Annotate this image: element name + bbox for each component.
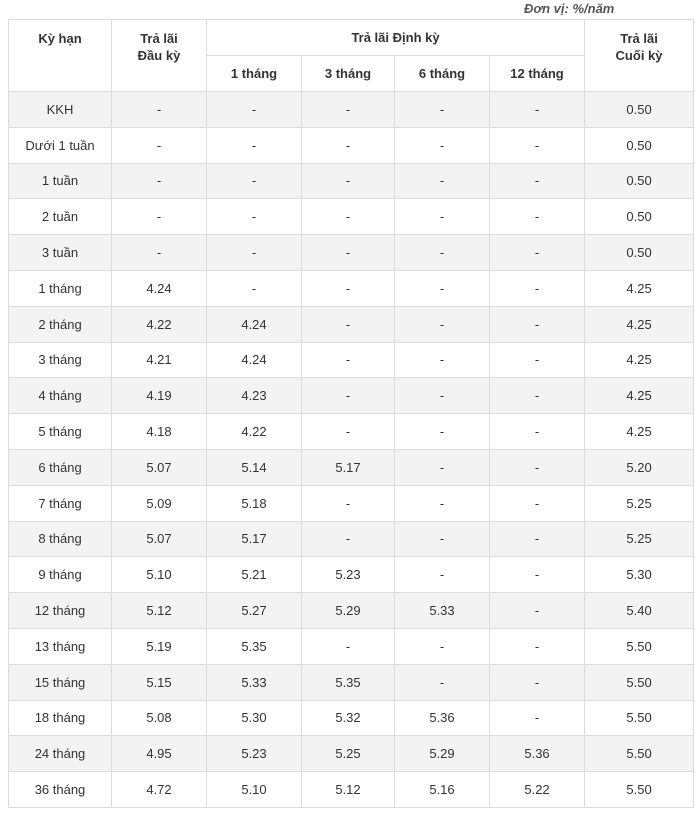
cell-m1: 4.24 — [207, 342, 302, 378]
cell-end: 5.20 — [585, 449, 694, 485]
cell-term: 15 tháng — [9, 664, 112, 700]
header-periodic-1m: 1 tháng — [207, 56, 302, 92]
table-row — [9, 378, 694, 414]
cell-m6: - — [395, 127, 490, 163]
interest-rate-table — [8, 19, 694, 808]
cell-m1: 5.21 — [207, 557, 302, 593]
cell-end: 4.25 — [585, 342, 694, 378]
cell-m1: 4.23 — [207, 378, 302, 414]
cell-m6: - — [395, 235, 490, 271]
table-row — [9, 92, 694, 128]
table-row — [9, 664, 694, 700]
cell-m3: - — [302, 342, 395, 378]
cell-m1: 5.18 — [207, 485, 302, 521]
cell-upfront: - — [112, 199, 207, 235]
table-row — [9, 736, 694, 772]
cell-m3: - — [302, 414, 395, 450]
table-row — [9, 557, 694, 593]
cell-m12: - — [490, 449, 585, 485]
cell-m6: - — [395, 92, 490, 128]
cell-m3: - — [302, 521, 395, 557]
cell-m1: 5.17 — [207, 521, 302, 557]
cell-m3: - — [302, 92, 395, 128]
header-end — [585, 20, 694, 92]
cell-m12: - — [490, 521, 585, 557]
cell-end: 5.40 — [585, 593, 694, 629]
header-upfront-line1: Trả lãi — [140, 31, 178, 46]
cell-upfront: 4.18 — [112, 414, 207, 450]
table-row — [9, 700, 694, 736]
cell-term: 9 tháng — [9, 557, 112, 593]
header-end-line2: Cuối kỳ — [615, 48, 663, 63]
cell-m3: 5.35 — [302, 664, 395, 700]
cell-upfront: 5.08 — [112, 700, 207, 736]
cell-m3: - — [302, 306, 395, 342]
cell-m1: - — [207, 92, 302, 128]
cell-m12: - — [490, 664, 585, 700]
cell-m6: 5.16 — [395, 772, 490, 808]
cell-m3: 5.17 — [302, 449, 395, 485]
cell-m1: 4.22 — [207, 414, 302, 450]
table-row — [9, 772, 694, 808]
cell-m12: - — [490, 127, 585, 163]
cell-m12: - — [490, 414, 585, 450]
cell-m3: 5.12 — [302, 772, 395, 808]
cell-term: 18 tháng — [9, 700, 112, 736]
cell-end: 4.25 — [585, 414, 694, 450]
table-row — [9, 270, 694, 306]
cell-m6: - — [395, 163, 490, 199]
cell-m1: 5.35 — [207, 628, 302, 664]
cell-upfront: 5.19 — [112, 628, 207, 664]
cell-m12: - — [490, 342, 585, 378]
cell-m3: 5.29 — [302, 593, 395, 629]
cell-end: 5.25 — [585, 485, 694, 521]
cell-upfront: - — [112, 235, 207, 271]
cell-m6: - — [395, 557, 490, 593]
cell-m6: - — [395, 199, 490, 235]
cell-m12: - — [490, 593, 585, 629]
cell-m1: - — [207, 199, 302, 235]
cell-term: 36 tháng — [9, 772, 112, 808]
cell-m6: 5.29 — [395, 736, 490, 772]
cell-upfront: 4.24 — [112, 270, 207, 306]
cell-m12: - — [490, 92, 585, 128]
cell-upfront: 5.10 — [112, 557, 207, 593]
cell-upfront: 5.07 — [112, 449, 207, 485]
cell-m6: - — [395, 378, 490, 414]
cell-term: 12 tháng — [9, 593, 112, 629]
cell-m1: 5.27 — [207, 593, 302, 629]
table-row — [9, 127, 694, 163]
header-upfront — [112, 20, 207, 92]
header-term: Kỳ hạn — [9, 20, 112, 92]
cell-upfront: 4.95 — [112, 736, 207, 772]
table-row — [9, 414, 694, 450]
cell-term: KKH — [9, 92, 112, 128]
header-periodic-12m: 12 tháng — [490, 56, 585, 92]
cell-m6: 5.36 — [395, 700, 490, 736]
cell-end: 5.50 — [585, 664, 694, 700]
cell-upfront: 5.09 — [112, 485, 207, 521]
table-row — [9, 342, 694, 378]
cell-end: 5.50 — [585, 628, 694, 664]
cell-m3: 5.23 — [302, 557, 395, 593]
cell-m6: - — [395, 342, 490, 378]
cell-m3: - — [302, 270, 395, 306]
cell-m3: - — [302, 628, 395, 664]
cell-m12: - — [490, 557, 585, 593]
cell-end: 5.25 — [585, 521, 694, 557]
cell-m1: 5.33 — [207, 664, 302, 700]
cell-upfront: - — [112, 92, 207, 128]
header-upfront-line2: Đầu kỳ — [137, 48, 181, 63]
table-row — [9, 521, 694, 557]
cell-m12: - — [490, 270, 585, 306]
table-row — [9, 593, 694, 629]
cell-upfront: 5.15 — [112, 664, 207, 700]
cell-term: 3 tháng — [9, 342, 112, 378]
cell-m3: 5.25 — [302, 736, 395, 772]
cell-term: 3 tuần — [9, 235, 112, 271]
cell-m6: - — [395, 521, 490, 557]
table-row — [9, 485, 694, 521]
cell-m6: - — [395, 628, 490, 664]
cell-term: 2 tuần — [9, 199, 112, 235]
cell-m6: - — [395, 664, 490, 700]
cell-end: 5.50 — [585, 772, 694, 808]
cell-m12: 5.22 — [490, 772, 585, 808]
cell-m1: 5.10 — [207, 772, 302, 808]
cell-term: 8 tháng — [9, 521, 112, 557]
cell-m12: - — [490, 378, 585, 414]
cell-m1: 5.30 — [207, 700, 302, 736]
cell-end: 5.50 — [585, 700, 694, 736]
cell-end: 4.25 — [585, 270, 694, 306]
cell-m1: - — [207, 163, 302, 199]
header-periodic-3m: 3 tháng — [302, 56, 395, 92]
header-periodic-6m: 6 tháng — [395, 56, 490, 92]
table-row — [9, 235, 694, 271]
cell-term: Dưới 1 tuần — [9, 127, 112, 163]
cell-m3: - — [302, 127, 395, 163]
cell-m12: - — [490, 306, 585, 342]
cell-m3: - — [302, 163, 395, 199]
cell-end: 4.25 — [585, 306, 694, 342]
cell-m1: - — [207, 235, 302, 271]
cell-upfront: 5.12 — [112, 593, 207, 629]
cell-end: 4.25 — [585, 378, 694, 414]
cell-m1: - — [207, 127, 302, 163]
cell-m3: - — [302, 199, 395, 235]
cell-term: 2 tháng — [9, 306, 112, 342]
cell-m3: - — [302, 235, 395, 271]
cell-m6: - — [395, 449, 490, 485]
cell-m12: 5.36 — [490, 736, 585, 772]
table-row — [9, 163, 694, 199]
cell-end: 5.30 — [585, 557, 694, 593]
table-row — [9, 449, 694, 485]
table-row — [9, 306, 694, 342]
cell-end: 5.50 — [585, 736, 694, 772]
cell-upfront: - — [112, 163, 207, 199]
cell-m3: - — [302, 485, 395, 521]
cell-upfront: 4.21 — [112, 342, 207, 378]
cell-m3: 5.32 — [302, 700, 395, 736]
cell-m6: 5.33 — [395, 593, 490, 629]
cell-upfront: - — [112, 127, 207, 163]
table-body — [9, 92, 694, 808]
cell-upfront: 5.07 — [112, 521, 207, 557]
cell-end: 0.50 — [585, 235, 694, 271]
cell-term: 6 tháng — [9, 449, 112, 485]
cell-m12: - — [490, 700, 585, 736]
cell-m6: - — [395, 485, 490, 521]
cell-m1: 5.23 — [207, 736, 302, 772]
cell-term: 5 tháng — [9, 414, 112, 450]
cell-m12: - — [490, 163, 585, 199]
header-periodic: Trả lãi Định kỳ — [207, 20, 585, 56]
cell-m1: - — [207, 270, 302, 306]
cell-m12: - — [490, 199, 585, 235]
cell-m6: - — [395, 414, 490, 450]
cell-term: 4 tháng — [9, 378, 112, 414]
cell-end: 0.50 — [585, 163, 694, 199]
unit-label: Đơn vị: %/năm — [524, 1, 615, 16]
cell-end: 0.50 — [585, 199, 694, 235]
cell-m12: - — [490, 628, 585, 664]
cell-term: 13 tháng — [9, 628, 112, 664]
cell-term: 1 tuần — [9, 163, 112, 199]
cell-upfront: 4.19 — [112, 378, 207, 414]
cell-term: 24 tháng — [9, 736, 112, 772]
header-end-line1: Trả lãi — [620, 31, 658, 46]
cell-m12: - — [490, 235, 585, 271]
cell-m1: 4.24 — [207, 306, 302, 342]
cell-end: 0.50 — [585, 92, 694, 128]
cell-upfront: 4.72 — [112, 772, 207, 808]
table-row — [9, 199, 694, 235]
cell-m1: 5.14 — [207, 449, 302, 485]
cell-m6: - — [395, 270, 490, 306]
table-header — [9, 20, 694, 92]
cell-m6: - — [395, 306, 490, 342]
table-row — [9, 628, 694, 664]
cell-m3: - — [302, 378, 395, 414]
cell-end: 0.50 — [585, 127, 694, 163]
cell-m12: - — [490, 485, 585, 521]
cell-term: 7 tháng — [9, 485, 112, 521]
cell-term: 1 tháng — [9, 270, 112, 306]
cell-upfront: 4.22 — [112, 306, 207, 342]
